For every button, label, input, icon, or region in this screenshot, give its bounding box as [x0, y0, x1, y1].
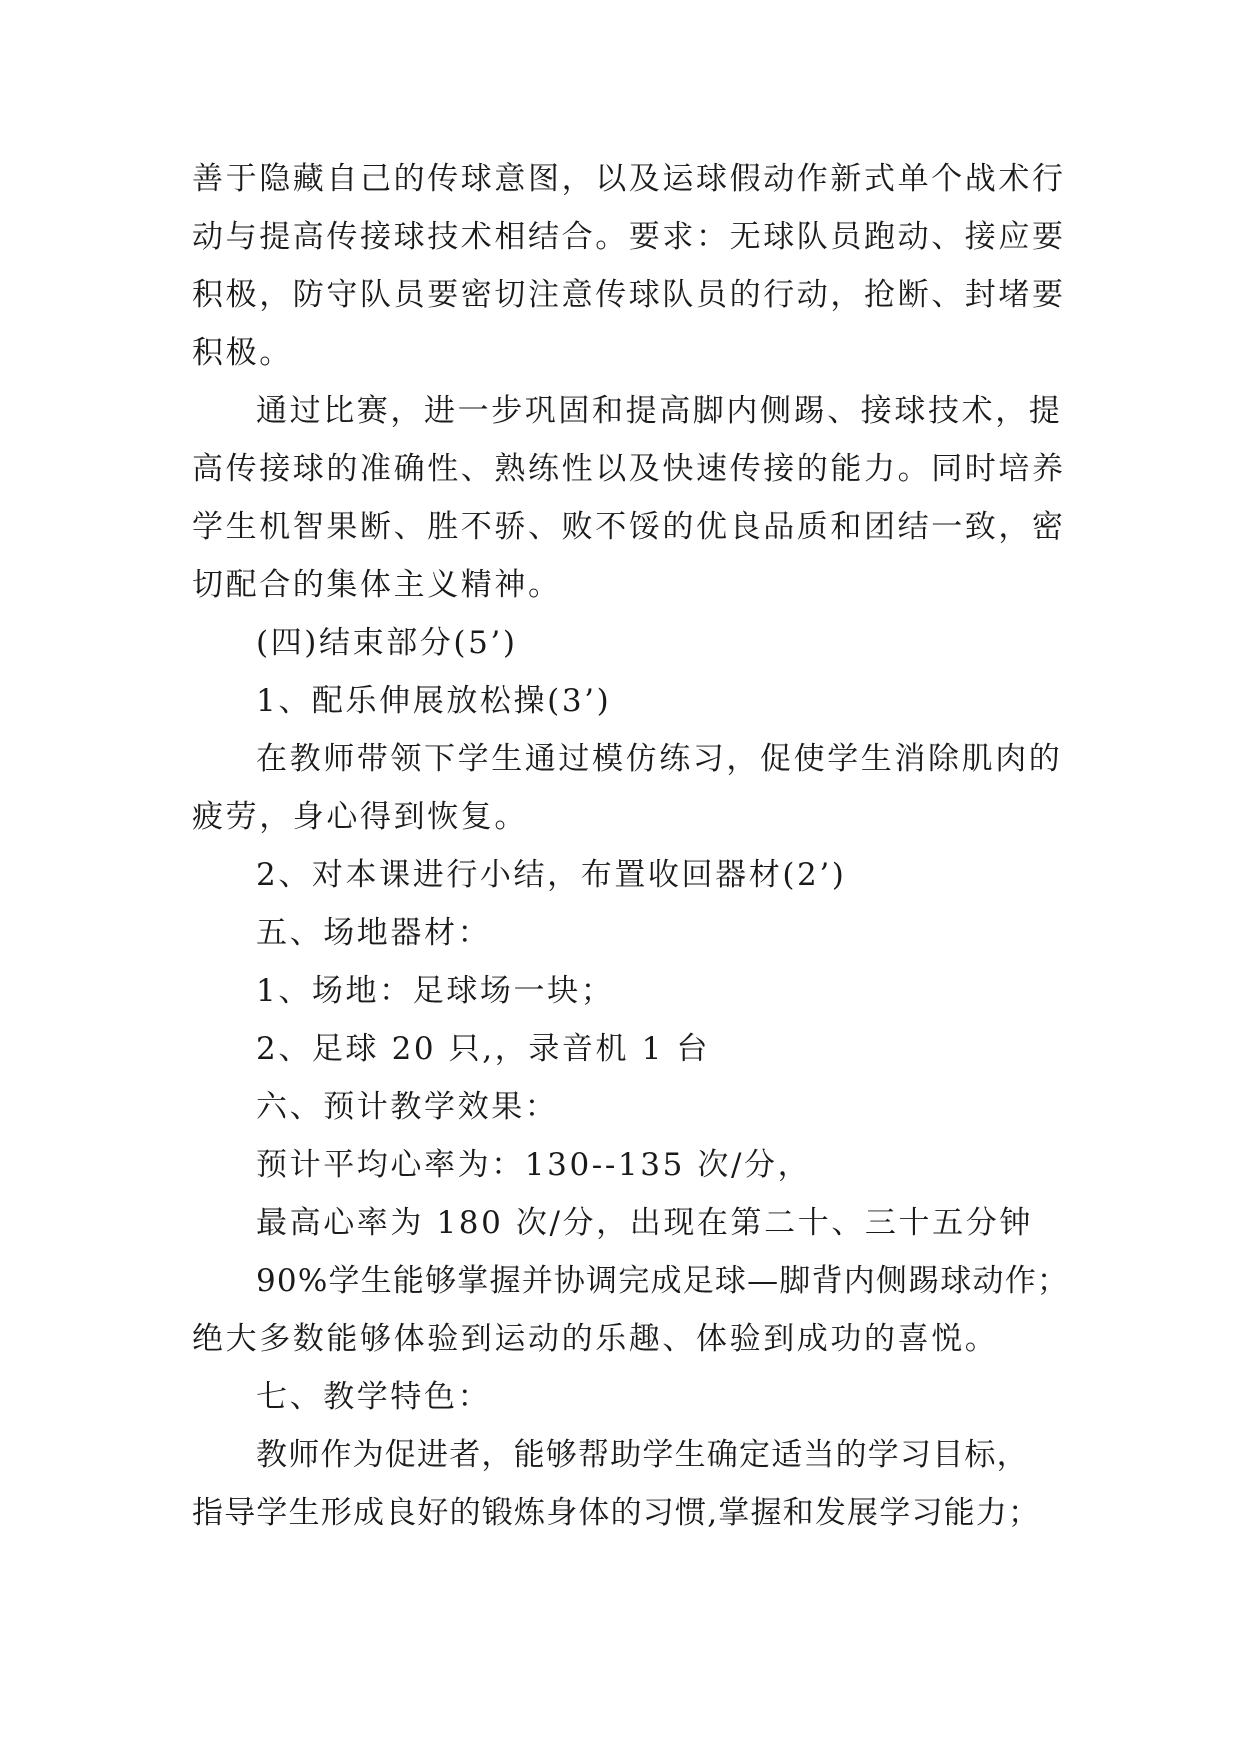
- text-line: 绝大多数能够体验到运动的乐趣、体验到成功的喜悦。: [192, 1321, 999, 1357]
- text-line: 指导学生形成良好的锻炼身体的习惯,掌握和发展学习能力；: [192, 1495, 1041, 1531]
- text-line: 1、配乐伸展放松操(3’): [256, 683, 612, 719]
- text-line: 疲劳，身心得到恢复。: [192, 799, 528, 835]
- text-line: 善于隐藏自己的传球意图，以及运球假动作新式单个战术行: [192, 161, 1066, 197]
- text-line: 最高心率为 180 次/分，出现在第二十、三十五分钟: [256, 1205, 1033, 1241]
- section-heading: 六、预计教学效果：: [256, 1089, 559, 1125]
- text-line: 在教师带领下学生通过模仿练习，促使学生消除肌肉的: [256, 741, 1063, 777]
- text-line: 学生机智果断、胜不骄、败不馁的优良品质和团结一致，密: [192, 509, 1066, 545]
- text-line: 90%学生能够掌握并协调完成足球—脚背内侧踢球动作；: [256, 1263, 1070, 1299]
- text-line: 动与提高传接球技术相结合。要求：无球队员跑动、接应要: [192, 219, 1066, 255]
- text-line: 1、场地：足球场一块；: [256, 973, 615, 1009]
- text-line: 积极。: [192, 335, 293, 371]
- text-line: 教师作为促进者，能够帮助学生确定适当的学习目标，: [256, 1437, 1029, 1473]
- section-heading: 五、场地器材：: [256, 915, 492, 951]
- section-heading: (四)结束部分(5’): [256, 625, 518, 661]
- text-line: 2、对本课进行小结，布置收回器材(2’): [256, 857, 847, 893]
- section-heading: 七、教学特色：: [256, 1379, 492, 1415]
- text-line: 积极，防守队员要密切注意传球队员的行动，抢断、封堵要: [192, 277, 1066, 313]
- text-line: 预计平均心率为：130--135 次/分，: [256, 1147, 812, 1183]
- text-line: 通过比赛，进一步巩固和提高脚内侧踢、接球技术，提: [256, 393, 1063, 429]
- text-line: 2、足球 20 只,，录音机 1 台: [256, 1031, 710, 1067]
- text-line: 高传接球的准确性、熟练性以及快速传接的能力。同时培养: [192, 451, 1066, 487]
- document-body: [192, 150, 1072, 1542]
- text-line: 切配合的集体主义精神。: [192, 567, 562, 603]
